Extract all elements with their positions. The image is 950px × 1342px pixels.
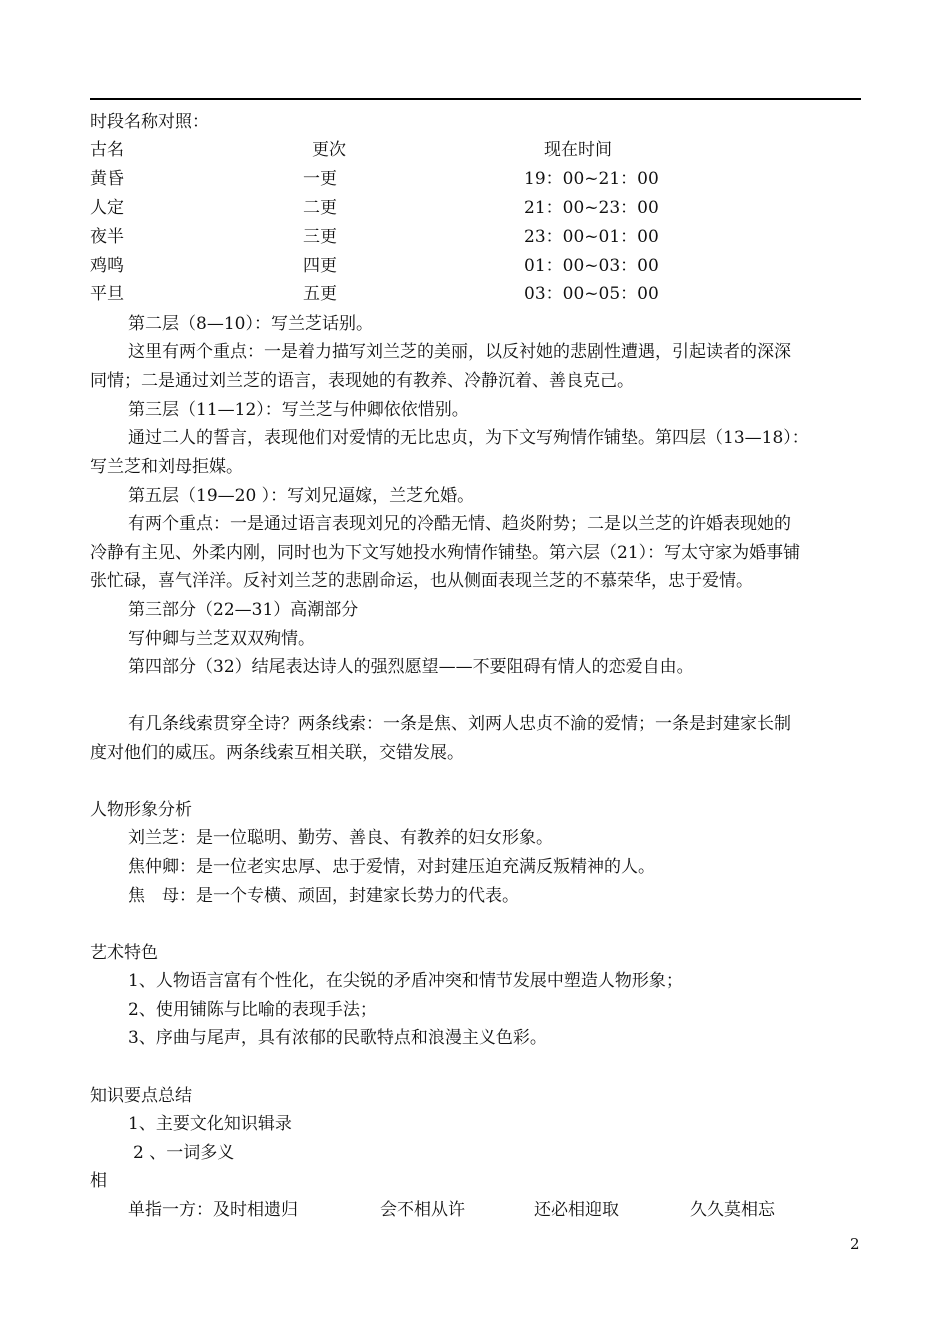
text-line: 同情；二是通过刘兰芝的语言，表现她的有教养、冷静沉着、善良克己。 xyxy=(90,371,634,391)
table-cell: 23：00~01：00 xyxy=(524,227,659,247)
table-cell: 一更 xyxy=(303,169,337,189)
list-item: 2 、一词多义 xyxy=(133,1143,235,1163)
list-item: 3、序曲与尾声，具有浓郁的民歌特点和浪漫主义色彩。 xyxy=(128,1028,547,1048)
text-line: 冷静有主见、外柔内刚，同时也为下文写她投水殉情作铺垫。第六层（21）：写太守家为婚事铺 xyxy=(90,543,801,563)
table-cell: 鸡鸣 xyxy=(90,256,124,276)
text-line: 有几条线索贯穿全诗？两条线索：一条是焦、刘两人忠贞不渝的爱情；一条是封建家长制 xyxy=(128,714,791,734)
example-item: 久久莫相忘 xyxy=(690,1200,775,1220)
example-item: 会不相从许 xyxy=(380,1200,465,1220)
section-heading: 人物形象分析 xyxy=(90,800,192,820)
table-cell: 03：00~05：00 xyxy=(524,284,659,304)
list-item: 2、使用铺陈与比喻的表现手法； xyxy=(128,1000,377,1020)
table-cell: 夜半 xyxy=(90,227,124,247)
example-label: 单指一方：及时相遗归 xyxy=(128,1200,298,1220)
table-cell: 五更 xyxy=(303,284,337,304)
time-table-heading: 时段名称对照： xyxy=(90,112,209,132)
text-line: 第三部分（22—31）高潮部分 xyxy=(128,600,359,620)
table-header-ancient-name: 古名 xyxy=(90,140,124,160)
table-cell: 21：00~23：00 xyxy=(524,198,659,218)
text-line: 焦 母：是一个专横、顽固，封建家长势力的代表。 xyxy=(128,886,519,906)
text-line: 有两个重点：一是通过语言表现刘兄的冷酷无情、趋炎附势；二是以兰芝的许婚表现她的 xyxy=(128,514,791,534)
text-line: 这里有两个重点：一是着力描写刘兰芝的美丽，以反衬她的悲剧性遭遇，引起读者的深深 xyxy=(128,342,791,362)
table-header-watch: 更次 xyxy=(312,140,346,160)
text-line: 第四部分（32）结尾表达诗人的强烈愿望——不要阻碍有情人的恋爱自由。 xyxy=(128,657,694,677)
text-line: 第五层（19—20 ）：写刘兄逼嫁，兰芝允婚。 xyxy=(128,486,475,506)
text-line: 通过二人的誓言，表现他们对爱情的无比忠贞，为下文写殉情作铺垫。第四层（13—18）： xyxy=(128,428,809,448)
table-cell: 19：00~21：00 xyxy=(524,169,659,189)
text-line: 写兰芝和刘母拒媒。 xyxy=(90,457,243,477)
text-line: 写仲卿与兰芝双双殉情。 xyxy=(128,629,315,649)
table-cell: 四更 xyxy=(303,256,337,276)
list-item: 1、人物语言富有个性化，在尖锐的矛盾冲突和情节发展中塑造人物形象； xyxy=(128,971,683,991)
table-cell: 三更 xyxy=(303,227,337,247)
term-heading: 相 xyxy=(90,1171,107,1191)
list-item: 1、主要文化知识辑录 xyxy=(128,1114,292,1134)
page-number: 2 xyxy=(850,1235,860,1253)
text-line: 张忙碌，喜气洋洋。反衬刘兰芝的悲剧命运，也从侧面表现兰芝的不慕荣华，忠于爱情。 xyxy=(90,571,753,591)
text-line: 度对他们的威压。两条线索互相关联，交错发展。 xyxy=(90,743,464,763)
text-line: 第二层（8—10）：写兰芝话别。 xyxy=(128,314,373,334)
table-cell: 平旦 xyxy=(90,284,124,304)
table-cell: 人定 xyxy=(90,198,124,218)
text-line: 刘兰芝：是一位聪明、勤劳、善良、有教养的妇女形象。 xyxy=(128,828,553,848)
section-heading: 知识要点总结 xyxy=(90,1086,192,1106)
example-item: 还必相迎取 xyxy=(534,1200,619,1220)
table-cell: 01：00~03：00 xyxy=(524,256,659,276)
text-line: 第三层（11—12）：写兰芝与仲卿依依惜别。 xyxy=(128,400,469,420)
table-header-modern-time: 现在时间 xyxy=(544,140,612,160)
section-heading: 艺术特色 xyxy=(90,943,158,963)
text-line: 焦仲卿：是一位老实忠厚、忠于爱情，对封建压迫充满反叛精神的人。 xyxy=(128,857,655,877)
table-cell: 二更 xyxy=(303,198,337,218)
header-rule xyxy=(90,98,861,100)
table-cell: 黄昏 xyxy=(90,169,124,189)
